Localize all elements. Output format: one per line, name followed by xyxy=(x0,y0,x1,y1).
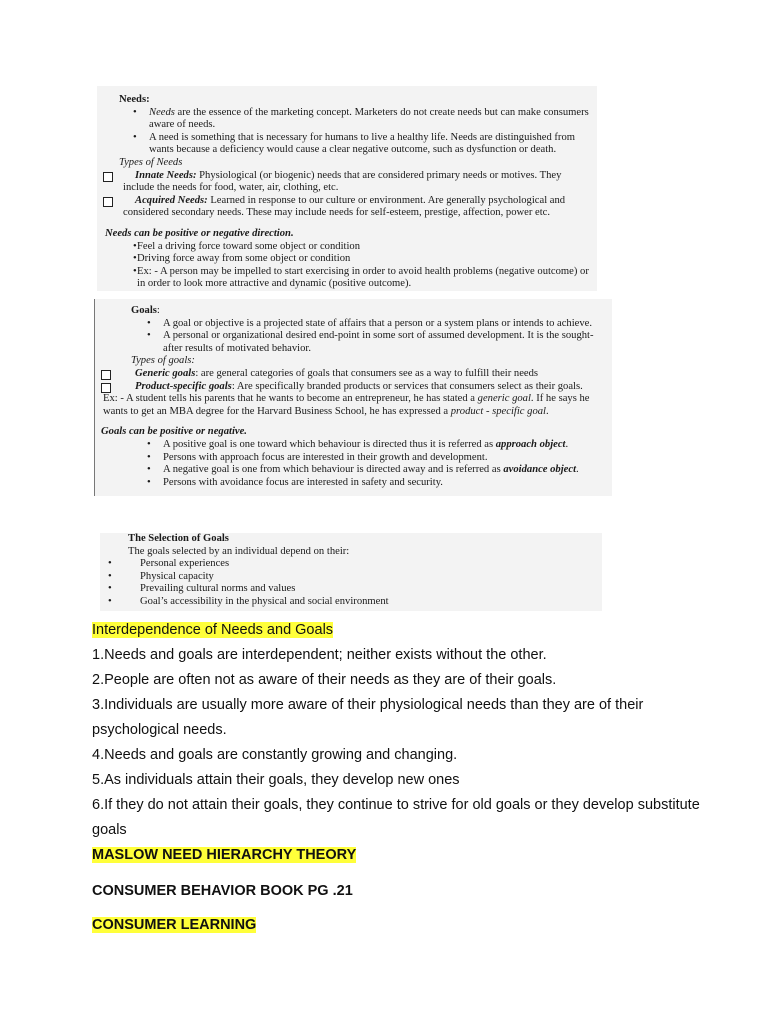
list-item: • Physical capacity xyxy=(104,571,598,584)
maslow-heading: MASLOW NEED HIERARCHY THEORY xyxy=(92,847,357,863)
goals-scan-image xyxy=(94,299,612,496)
needs-direction-heading: Needs can be positive or negative direction. xyxy=(105,227,294,239)
consumer-learning-heading: CONSUMER LEARNING xyxy=(92,917,257,933)
list-item: • Needs are the essence of the marketing concept. Marketers do not create needs but can make consumers aware of needs. xyxy=(101,107,593,132)
selection-scan-image xyxy=(100,533,602,611)
checkbox-icon xyxy=(103,197,113,207)
point-2: 2.People are often not as aware of their needs as they are of their goals. xyxy=(92,672,557,688)
point-6: 6.If they do not attain their goals, they continue to strive for old goals or they develop substitute goals xyxy=(92,797,700,838)
list-item: • Goal’s accessibility in the physical and social environment xyxy=(104,596,598,609)
selection-title: The Selection of Goals xyxy=(128,533,229,544)
list-item: • Prevailing cultural norms and values xyxy=(104,583,598,596)
list-item: • Personal experiences xyxy=(104,558,598,571)
selection-lead: The goals selected by an individual depend on their: xyxy=(128,545,350,557)
needs-title: Needs: xyxy=(119,94,150,105)
goals-types-heading: Types of goals: xyxy=(131,355,195,367)
needs-types-heading: Types of Needs xyxy=(119,156,183,168)
point-3: 3.Individuals are usually more aware of their physiological needs than they are of their psychological needs. xyxy=(92,697,644,738)
list-item: • Feel a driving force toward some object or condition xyxy=(101,241,593,254)
list-item: • A need is something that is necessary for humans to live a healthy life. Needs are distinguished from wants because a deficiency would cause a clear negative outcome, such as dysfunction or death. xyxy=(101,132,593,157)
list-item: • Ex: - A person may be impelled to start exercising in order to avoid health problems (negative outcome) or in order to look more attractive and dynamic (positive outcome). xyxy=(101,266,593,291)
checkbox-icon xyxy=(101,383,111,393)
list-item: Acquired Needs: Learned in response to our culture or environment. Are generally psychological and considered secondary needs. These may include needs for self-esteem, prestige, affection, power etc. xyxy=(101,195,593,220)
goals-example: Ex: - A student tells his parents that he wants to become an entrepreneur, he has stated a generic goal. If he says he wants to get an MBA degree for the Harvard Business School, he has expressed a product - specific goal. xyxy=(103,393,590,417)
checkbox-icon xyxy=(101,370,111,380)
point-1: 1.Needs and goals are interdependent; neither exists without the other. xyxy=(92,647,547,663)
checkbox-icon xyxy=(103,172,113,182)
selection-list xyxy=(104,558,598,608)
list-item: • A goal or objective is a projected state of affairs that a person or a system plans or intends to achieve. xyxy=(115,318,608,331)
goals-bullets xyxy=(115,318,608,356)
list-item: Innate Needs: Physiological (or biogenic) needs that are considered primary needs or motives. They include the needs for food, water, air, clothing, etc. xyxy=(101,170,593,195)
goals-title: Goals: xyxy=(131,305,160,316)
goals-direction-heading: Goals can be positive or negative. xyxy=(101,426,247,438)
list-item: • A personal or organizational desired end-point in some sort of assumed development. It is the sought-after results of motivated behavior. xyxy=(115,330,608,355)
needs-bullets xyxy=(101,107,593,157)
interdependence-heading: Interdependence of Needs and Goals xyxy=(92,622,334,638)
needs-direction-bullets xyxy=(101,241,593,291)
goals-direction-bullets xyxy=(115,439,608,489)
list-item: Product-specific goals: Are specifically branded products or services that consumers select as their goals. xyxy=(99,381,608,394)
list-item: • A negative goal is one from which behaviour is directed away and is referred as avoidance object. xyxy=(115,464,608,477)
list-item: • Driving force away from some object or condition xyxy=(101,253,593,266)
point-4: 4.Needs and goals are constantly growing and changing. xyxy=(92,747,458,763)
point-5: 5.As individuals attain their goals, they develop new ones xyxy=(92,772,460,788)
list-item: • Persons with avoidance focus are interested in safety and security. xyxy=(115,477,608,490)
needs-scan-image xyxy=(97,86,597,291)
book-reference: CONSUMER BEHAVIOR BOOK PG .21 xyxy=(92,883,353,899)
list-item: • Persons with approach focus are interested in their growth and development. xyxy=(115,452,608,465)
list-item: • A positive goal is one toward which behaviour is directed thus it is referred as approach object. xyxy=(115,439,608,452)
list-item: Generic goals: are general categories of goals that consumers see as a way to fulfill their needs xyxy=(99,368,608,381)
body-text xyxy=(92,618,712,868)
